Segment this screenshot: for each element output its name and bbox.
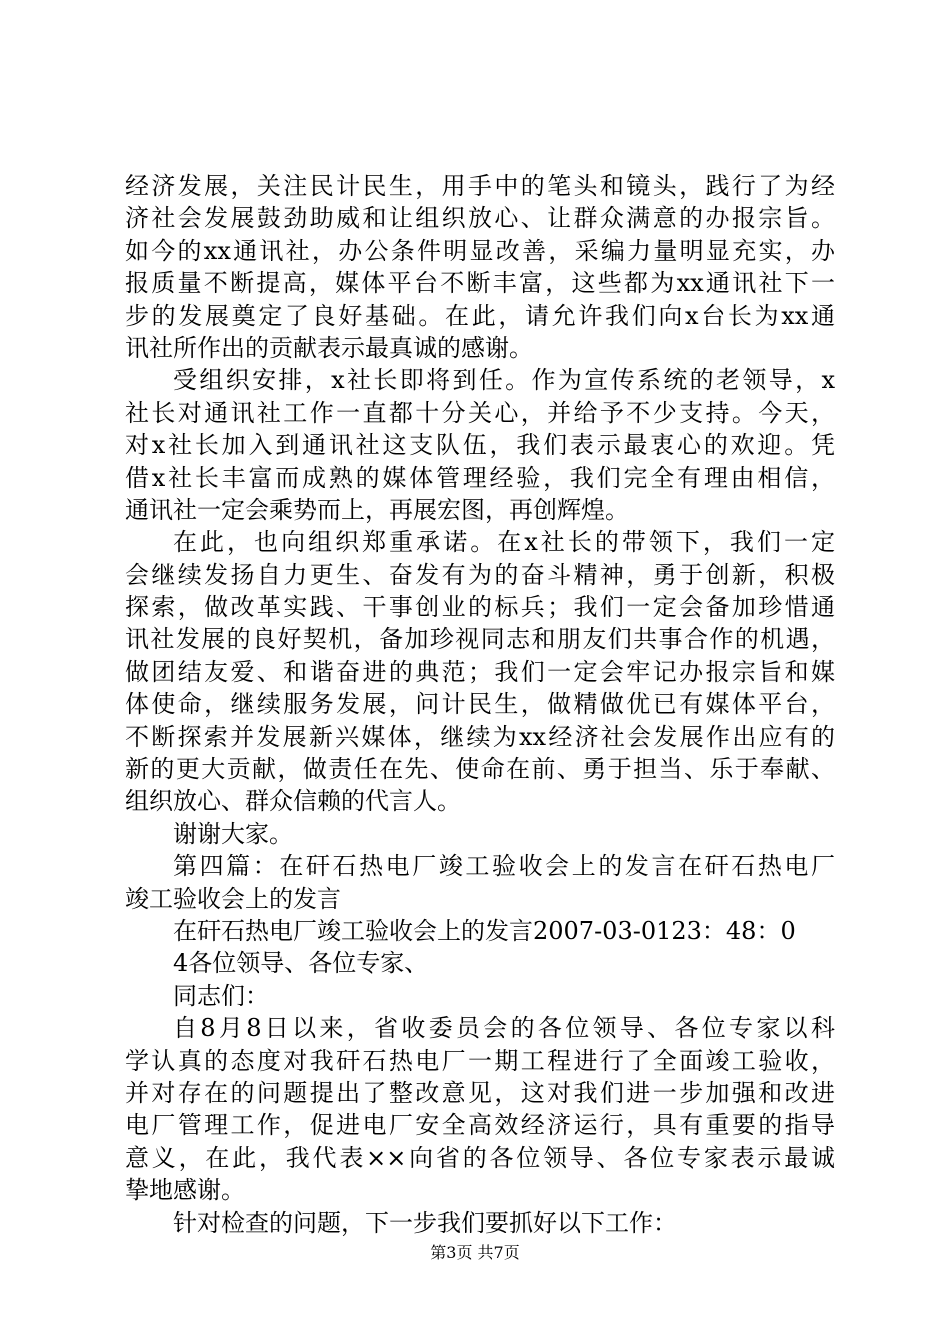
text-line: 同志们： bbox=[173, 981, 269, 1010]
text-line: 对x社长加入到通讯社这支队伍，我们表示最衷心的欢迎。凭 bbox=[125, 431, 835, 460]
text-line: 步的发展奠定了良好基础。在此，请允许我们向x台长为xx通 bbox=[125, 301, 835, 330]
text-line: 讯社发展的良好契机，备加珍视同志和朋友们共事合作的机遇， bbox=[125, 625, 835, 654]
text-line: 做团结友爱、和谐奋进的典范；我们一定会牢记办报宗旨和媒 bbox=[125, 657, 835, 686]
text-line: 谢谢大家。 bbox=[173, 819, 293, 848]
text-line: 社长对通讯社工作一直都十分关心，并给予不少支持。今天， bbox=[125, 398, 835, 427]
text-line: 意义，在此，我代表××向省的各位领导、各位专家表示最诚 bbox=[125, 1143, 835, 1172]
text-line: 4各位领导、各位专家、 bbox=[173, 949, 429, 978]
text-line: 报质量不断提高，媒体平台不断丰富，这些都为xx通讯社下一 bbox=[125, 269, 835, 298]
text-line: 不断探索并发展新兴媒体，继续为xx经济社会发展作出应有的 bbox=[125, 722, 835, 751]
text-line: 针对检查的问题，下一步我们要抓好以下工作： bbox=[173, 1208, 677, 1237]
text-line: 第四篇：在矸石热电厂竣工验收会上的发言在矸石热电厂 bbox=[173, 852, 835, 881]
text-line: 学认真的态度对我矸石热电厂一期工程进行了全面竣工验收， bbox=[125, 1046, 835, 1075]
text-line: 自8月8日以来，省收委员会的各位领导、各位专家以科 bbox=[173, 1014, 835, 1043]
page-footer: 第3页 共7页 bbox=[430, 1243, 520, 1262]
text-line: 经济发展，关注民计民生，用手中的笔头和镜头，践行了为经 bbox=[125, 172, 835, 200]
text-line: 在矸石热电厂竣工验收会上的发言2007-03-0123：48：0 bbox=[173, 916, 796, 945]
text-line: 借x社长丰富而成熟的媒体管理经验，我们完全有理由相信， bbox=[125, 463, 835, 492]
text-line: 讯社所作出的贡献表示最真诚的感谢。 bbox=[125, 333, 533, 362]
text-line: 受组织安排，x社长即将到任。作为宣传系统的老领导，x bbox=[173, 366, 835, 395]
text-line: 组织放心、群众信赖的代言人。 bbox=[125, 787, 461, 816]
text-line: 在此，也向组织郑重承诺。在x社长的带领下，我们一定 bbox=[173, 528, 835, 557]
text-line: 济社会发展鼓劲助威和让组织放心、让群众满意的办报宗旨。 bbox=[125, 204, 835, 233]
text-line: 通讯社一定会乘势而上，再展宏图，再创辉煌。 bbox=[125, 495, 629, 524]
text-line: 新的更大贡献，做责任在先、使命在前、勇于担当、乐于奉献、 bbox=[125, 755, 835, 784]
document-body bbox=[125, 170, 835, 1239]
text-line: 电厂管理工作，促进电厂安全高效经济运行，具有重要的指导 bbox=[125, 1111, 835, 1140]
text-line: 如今的xx通讯社，办公条件明显改善，采编力量明显充实，办 bbox=[125, 236, 835, 265]
text-line: 挚地感谢。 bbox=[125, 1176, 245, 1205]
text-line: 体使命，继续服务发展，问计民生，做精做优已有媒体平台， bbox=[125, 690, 835, 719]
text-line: 会继续发扬自力更生、奋发有为的奋斗精神，勇于创新，积极 bbox=[125, 560, 835, 589]
text-line: 竣工验收会上的发言 bbox=[125, 884, 341, 913]
text-line: 并对存在的问题提出了整改意见，这对我们进一步加强和改进 bbox=[125, 1078, 835, 1107]
text-line: 探索，做改革实践、干事创业的标兵；我们一定会备加珍惜通 bbox=[125, 593, 835, 622]
